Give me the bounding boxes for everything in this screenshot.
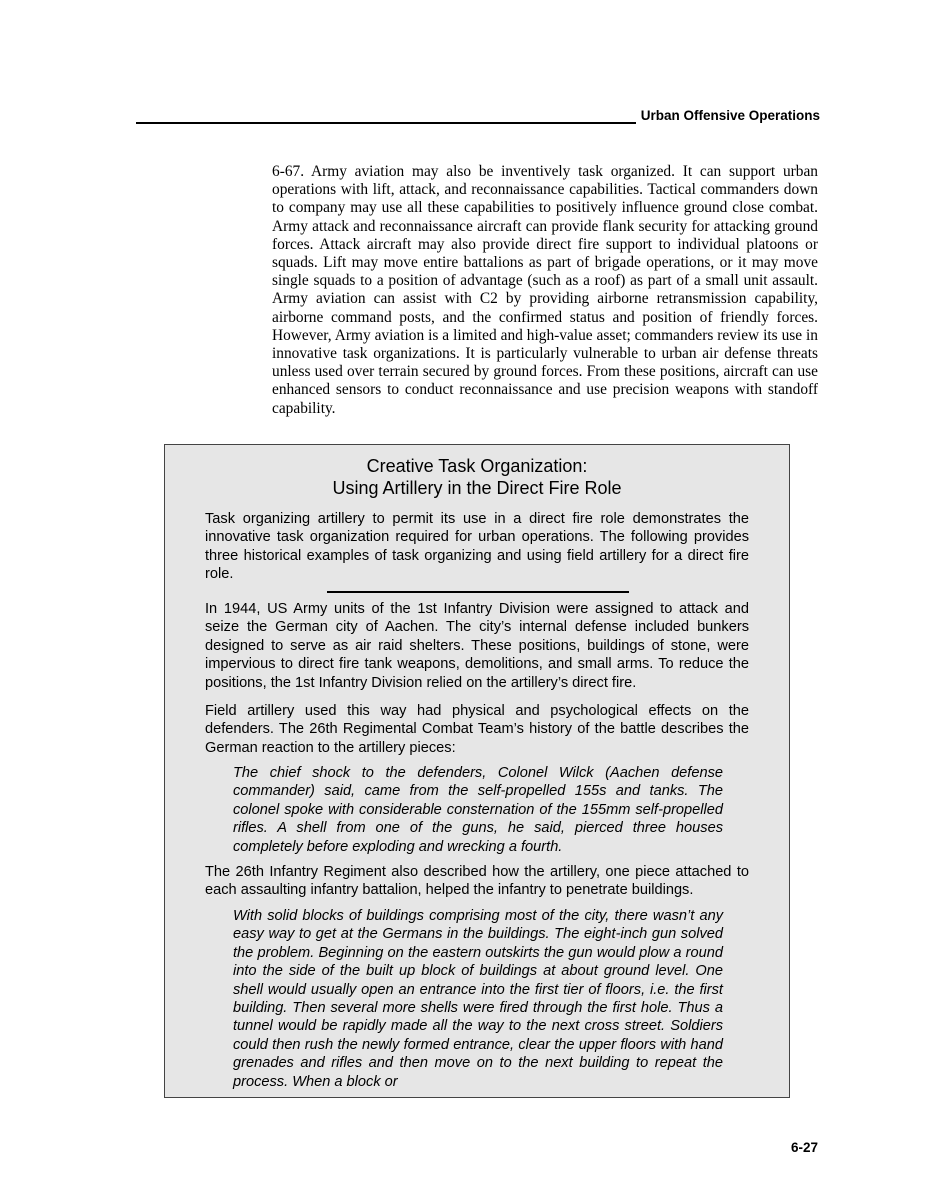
sidebar-box-title-line-1: Creative Task Organization:: [366, 456, 588, 476]
sidebar-paragraph-aachen: In 1944, US Army units of the 1st Infantry Division were assigned to attack and seize the German city of Aachen. The city’s internal defense included bunkers designed to serve as air raid shelters. These positions, buildings of stone, were impervious to direct fire tank weapons, demolitions, and small arms. To reduce the positions, the 1st Infantry Division relied on the artillery’s direct fire.: [205, 601, 749, 691]
sidebar-box-title-line-2: Using Artillery in the Direct Fire Role: [332, 478, 622, 498]
sidebar-box-title: [165, 455, 789, 499]
running-header-title: Urban Offensive Operations: [640, 108, 820, 123]
sidebar-paragraph-26th: The 26th Infantry Regiment also described how the artillery, one piece attached to each assaulting infantry battalion, helped the infantry to penetrate buildings.: [205, 864, 749, 899]
sidebar-quote-eight-inch-gun: With solid blocks of buildings comprising most of the city, there wasn’t any easy way to get at the Germans in the buildings. The eight-inch gun solved the problem. Beginning on the eastern outskirts the gun would plow a round into the side of the built up block of buildings at about ground level. One shell would usually open an entrance into the first tier of floors, i.e. the first building. Then several more shells were fired through the first hole. Thus a tunnel would be rapidly made all the way to the next cross street. Soldiers could then rush the newly formed entrance, clear the upper floors with hand grenades and rifles and then move on to the next building to repeat the process. When a block or: [233, 908, 723, 1090]
page-number: 6-27: [790, 1140, 818, 1155]
sidebar-paragraph-effects: Field artillery used this way had physical and psychological effects on the defenders. The 26th Regimental Combat Team’s history of the battle describes the German reaction to the artillery pieces:: [205, 703, 749, 756]
sidebar-intro: Task organizing artillery to permit its use in a direct fire role demonstrates the innovative task organization required for urban operations. The following provides three historical examples of task organizing and using field artillery for a direct fire role.: [205, 511, 749, 583]
sidebar-quote-wilck: The chief shock to the defenders, Colonel Wilck (Aachen defense commander) said, came from the self-propelled 155s and tanks. The colonel spoke with considerable consternation of the 155mm self-propelled rifles. A shell from one of the guns, he said, pierced three houses completely before exploding and wrecking a fourth.: [233, 765, 723, 855]
sidebar-box: [164, 444, 790, 1098]
sidebar-divider: [327, 591, 629, 593]
header-rule: [136, 122, 636, 124]
body-paragraph-6-67: 6-67. Army aviation may also be inventively task organized. It can support urban operations with lift, attack, and reconnaissance capabilities. Tactical commanders down to company may use all these capabilities to positively influence ground close combat. Army attack and reconnaissance aircraft can provide flank security for attacking ground forces. Attack aircraft may also provide direct fire support to individual platoons or squads. Lift may move entire battalions as part of brigade operations, or it may move single squads to a position of advantage (such as a roof) as part of a small unit assault. Army aviation can assist with C2 by providing airborne retransmission capability, airborne command posts, and the confirmed status and position of friendly forces. However, Army aviation is a limited and high-value asset; commanders review its use in innovative task organizations. It is particularly vulnerable to urban air defense threats unless used over terrain secured by ground forces. From these positions, aircraft can use enhanced sensors to conduct reconnaissance and use precision weapons with standoff capability.: [272, 163, 818, 417]
